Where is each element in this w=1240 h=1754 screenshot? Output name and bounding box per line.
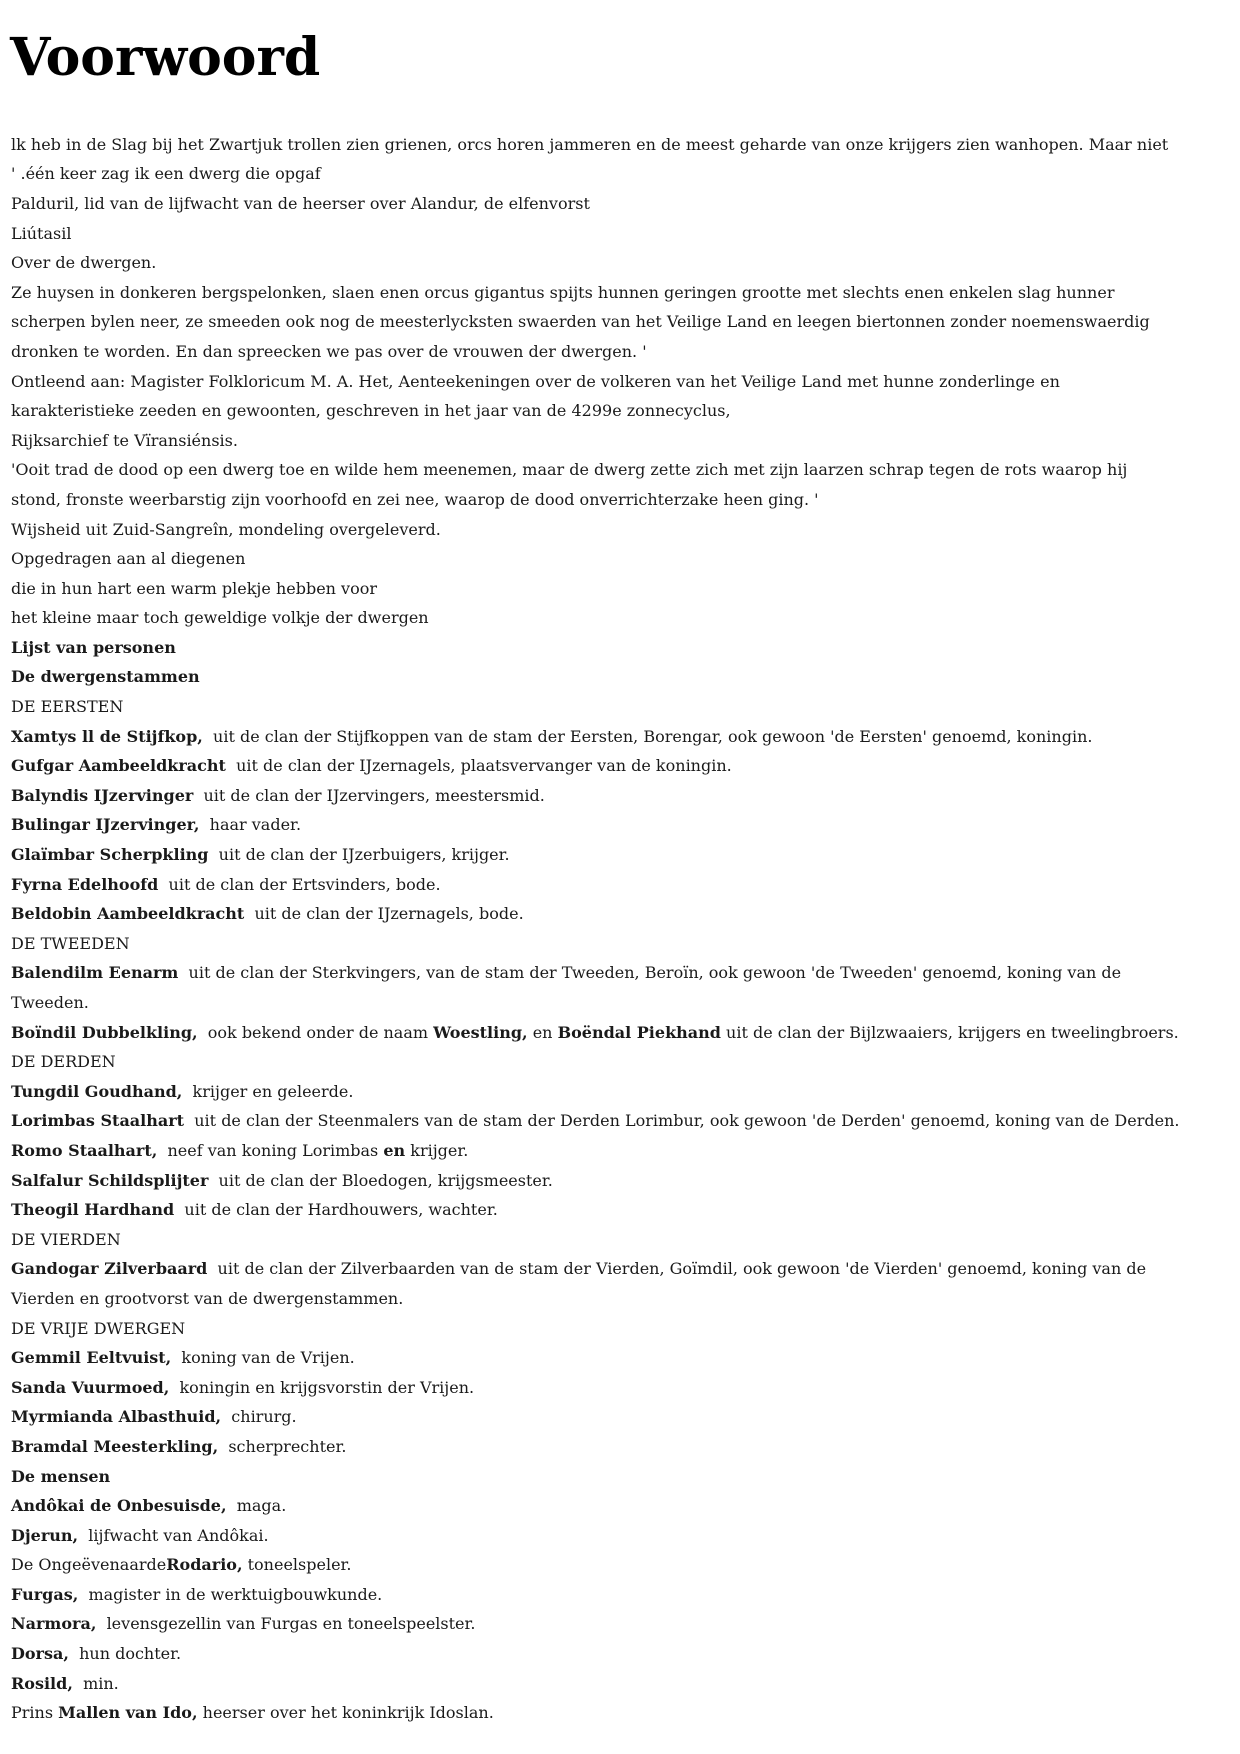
text-segment: Rijksarchief te Vïransiénsis. <box>11 430 238 450</box>
text-segment: krijger. <box>405 1140 469 1160</box>
bold-text-segment: en <box>383 1140 406 1160</box>
text-line <box>11 1136 1240 1166</box>
text-line <box>11 810 1240 840</box>
text-line <box>11 130 1240 160</box>
bold-text-segment: Glaïmbar Scherpkling <box>11 845 209 865</box>
bold-text-segment: Lorimbas Staalhart <box>11 1111 185 1131</box>
text-line <box>11 1106 1240 1136</box>
text-line <box>11 1402 1240 1432</box>
text-segment: Ze huysen in donkeren bergspelonken, slaen enen orcus gigantus spijts hunnen geringen grootte met slechts enen enkelen slag hunner <box>11 282 1115 302</box>
text-segment: ook bekend onder de naam <box>197 1022 434 1042</box>
text-segment: Vierden en grootvorst van de dwergenstammen. <box>11 1288 404 1308</box>
text-segment: die in hun hart een warm plekje hebben voor <box>11 578 378 598</box>
text-line <box>11 1018 1240 1048</box>
text-line <box>11 515 1240 545</box>
bold-text-segment: Boïndil Dubbelkling, <box>11 1022 198 1042</box>
bold-text-segment: Tungdil Goudhand, <box>11 1081 183 1101</box>
text-line <box>11 1225 1240 1255</box>
text-line <box>11 929 1240 959</box>
text-segment: Liútasil <box>11 223 72 243</box>
bold-text-segment: Xamtys ll de Stijfkop, <box>11 726 203 746</box>
text-segment: min. <box>72 1673 119 1693</box>
bold-text-segment: Gemmil Eeltvuist, <box>11 1348 172 1368</box>
text-line <box>11 337 1240 367</box>
bold-text-segment: Djerun, <box>11 1525 79 1545</box>
text-segment: neef van koning Lorimbas <box>157 1140 384 1160</box>
text-line <box>11 1609 1240 1639</box>
text-line <box>11 1550 1240 1580</box>
text-line <box>11 1314 1240 1344</box>
bold-text-segment: Bulingar IJzervinger, <box>11 815 200 835</box>
text-line <box>11 307 1240 337</box>
text-segment: chirurg. <box>221 1407 297 1427</box>
text-line <box>11 1491 1240 1521</box>
text-line <box>11 278 1240 308</box>
text-segment: uit de clan der Bloedogen, krijgsmeester. <box>208 1170 553 1190</box>
text-line <box>11 574 1240 604</box>
bold-text-segment: Lijst van personen <box>11 637 176 657</box>
bold-text-segment: Narmora, <box>11 1614 97 1634</box>
text-segment: scherprechter. <box>218 1436 347 1456</box>
bold-text-segment: Gufgar Aambeeldkracht <box>11 756 226 776</box>
text-segment: dronken te worden. En dan spreecken we pas over de vrouwen der dwergen. ' <box>11 341 647 361</box>
text-line <box>11 722 1240 752</box>
text-segment: uit de clan der Sterkvingers, van de stam der Tweeden, Beroïn, ook gewoon 'de Tweeden' genoemd, koning van de <box>178 963 1122 983</box>
text-segment: koningin en krijgsvorstin der Vrijen. <box>169 1377 475 1397</box>
text-line <box>11 1343 1240 1373</box>
bold-text-segment: Myrmianda Albasthuid, <box>11 1407 222 1427</box>
text-segment: haar vader. <box>199 815 302 835</box>
bold-text-segment: Theogil Hardhand <box>11 1200 175 1220</box>
text-segment: uit de clan der IJzernagels, plaatsvervanger van de koningin. <box>225 756 732 776</box>
text-line <box>11 1462 1240 1492</box>
bold-text-segment: Balendilm Eenarm <box>11 963 179 983</box>
text-segment: DE EERSTEN <box>11 697 124 717</box>
text-line <box>11 1432 1240 1462</box>
text-segment: uit de clan der Steenmalers van de stam der Derden Lorimbur, ook gewoon 'de Derden' genoemd, koning van de Derden. <box>184 1111 1180 1131</box>
text-segment: heerser over het koninkrijk Idoslan. <box>197 1703 494 1723</box>
text-line <box>11 840 1240 870</box>
text-segment: krijger en geleerde. <box>182 1081 354 1101</box>
bold-text-segment: Andôkai de Onbesuisde, <box>11 1496 227 1516</box>
text-segment: Over de dwergen. <box>11 253 157 273</box>
text-segment: uit de clan der IJzernagels, bode. <box>244 904 524 924</box>
text-segment: DE VIERDEN <box>11 1229 121 1249</box>
text-line <box>11 1698 1240 1728</box>
text-line <box>11 189 1240 219</box>
text-segment: magister in de werktuigbouwkunde. <box>78 1584 383 1604</box>
text-line <box>11 1254 1240 1284</box>
bold-text-segment: Woestling, <box>433 1022 528 1042</box>
text-line <box>11 544 1240 574</box>
text-segment: Wijsheid uit Zuid-Sangreîn, mondeling overgeleverd. <box>11 519 441 539</box>
text-line <box>11 1284 1240 1314</box>
text-segment: uit de clan der IJzervingers, meestersmid. <box>193 785 545 805</box>
text-segment: uit de clan der Hardhouwers, wachter. <box>174 1200 498 1220</box>
text-line <box>11 455 1240 485</box>
bold-text-segment: Rodario, <box>166 1555 243 1575</box>
text-line <box>11 1047 1240 1077</box>
text-segment: Ontleend aan: Magister Folkloricum M. A. Het, Aenteekeningen over de volkeren van het Veilige Land met hunne zonderlinge en <box>11 371 1060 391</box>
text-segment: Opgedragen aan al diegenen <box>11 549 246 569</box>
text-line <box>11 1373 1240 1403</box>
text-line <box>11 692 1240 722</box>
text-segment: ' .één keer zag ik een dwerg die opgaf <box>11 164 321 184</box>
text-line <box>11 958 1240 988</box>
text-segment: levensgezellin van Furgas en toneelspeelster. <box>96 1614 476 1634</box>
text-segment: De Ongeëvenaarde <box>11 1555 167 1575</box>
text-line <box>11 485 1240 515</box>
text-segment: DE VRIJE DWERGEN <box>11 1318 186 1338</box>
text-line <box>11 603 1240 633</box>
text-line <box>11 662 1240 692</box>
bold-text-segment: Bramdal Meesterkling, <box>11 1436 219 1456</box>
text-line <box>11 159 1240 189</box>
text-segment: en <box>527 1022 558 1042</box>
text-line <box>11 1077 1240 1107</box>
bold-text-segment: Balyndis IJzervinger <box>11 785 194 805</box>
bold-text-segment: Sanda Vuurmoed, <box>11 1377 170 1397</box>
text-segment: uit de clan der Ertsvinders, bode. <box>158 874 441 894</box>
text-segment: stond, fronste weerbarstig zijn voorhoofd en zei nee, waarop de dood onverrichterzake heen ging. ' <box>11 489 819 509</box>
text-segment: toneelspeler. <box>242 1555 352 1575</box>
bold-text-segment: Fyrna Edelhoofd <box>11 874 159 894</box>
bold-text-segment: Salfalur Schildsplijter <box>11 1170 209 1190</box>
text-line <box>11 870 1240 900</box>
text-segment: scherpen bylen neer, ze smeeden ook nog de meesterlycksten swaerden van het Veilige Land en leegen biertonnen zonder noemenswaerdig <box>11 312 1150 332</box>
text-segment: Tweeden. <box>11 993 89 1013</box>
bold-text-segment: Dorsa, <box>11 1644 69 1664</box>
text-line <box>11 396 1240 426</box>
text-line <box>11 1166 1240 1196</box>
bold-text-segment: Furgas, <box>11 1584 79 1604</box>
text-line <box>11 633 1240 663</box>
text-segment: DE DERDEN <box>11 1052 116 1072</box>
text-segment: Prins <box>11 1703 59 1723</box>
text-line <box>11 219 1240 249</box>
text-line <box>11 781 1240 811</box>
text-segment: hun dochter. <box>68 1644 182 1664</box>
text-segment: lijfwacht van Andôkai. <box>78 1525 269 1545</box>
text-segment: koning van de Vrijen. <box>171 1348 355 1368</box>
text-line <box>11 1521 1240 1551</box>
bold-text-segment: Beldobin Aambeeldkracht <box>11 904 245 924</box>
text-segment: maga. <box>226 1496 287 1516</box>
text-line <box>11 1669 1240 1699</box>
text-line <box>11 988 1240 1018</box>
bold-text-segment: Mallen van Ido, <box>58 1703 198 1723</box>
text-segment: uit de clan der IJzerbuigers, krijger. <box>208 845 510 865</box>
bold-text-segment: De dwergenstammen <box>11 667 200 687</box>
bold-text-segment: De mensen <box>11 1466 111 1486</box>
text-segment: karakteristieke zeeden en gewoonten, geschreven in het jaar van de 4299e zonnecyclus, <box>11 401 731 421</box>
text-segment: uit de clan der Bijlzwaaiers, krijgers en tweelingbroers. <box>720 1022 1179 1042</box>
text-line <box>11 1195 1240 1225</box>
text-segment: Palduril, lid van de lijfwacht van de heerser over Alandur, de elfenvorst <box>11 193 590 213</box>
text-segment: het kleine maar toch geweldige volkje der dwergen <box>11 608 429 628</box>
document-body <box>11 130 1240 1728</box>
page-title: Voorwoord <box>10 27 321 88</box>
text-line <box>11 1580 1240 1610</box>
bold-text-segment: Rosild, <box>11 1673 73 1693</box>
bold-text-segment: Gandogar Zilverbaard <box>11 1259 208 1279</box>
text-segment: uit de clan der Stijfkoppen van de stam der Eersten, Borengar, ook gewoon 'de Eersten' genoemd, koningin. <box>202 726 1093 746</box>
text-segment: uit de clan der Zilverbaarden van de stam der Vierden, Goïmdil, ook gewoon 'de Vierden' genoemd, koning van de <box>207 1259 1147 1279</box>
text-line <box>11 367 1240 397</box>
text-line <box>11 1639 1240 1669</box>
text-segment: DE TWEEDEN <box>11 933 130 953</box>
text-segment: lk heb in de Slag bij het Zwartjuk trollen zien grienen, orcs horen jammeren en de meest geharde van onze krijgers zien wanhopen. Maar niet <box>11 134 1169 154</box>
text-line <box>11 751 1240 781</box>
text-line <box>11 248 1240 278</box>
text-segment: 'Ooit trad de dood op een dwerg toe en wilde hem meenemen, maar de dwerg zette zich met zijn laarzen schrap tegen de rots waarop hij <box>11 460 1128 480</box>
bold-text-segment: Romo Staalhart, <box>11 1140 158 1160</box>
text-line <box>11 899 1240 929</box>
bold-text-segment: Boëndal Piekhand <box>557 1022 721 1042</box>
text-line <box>11 426 1240 456</box>
